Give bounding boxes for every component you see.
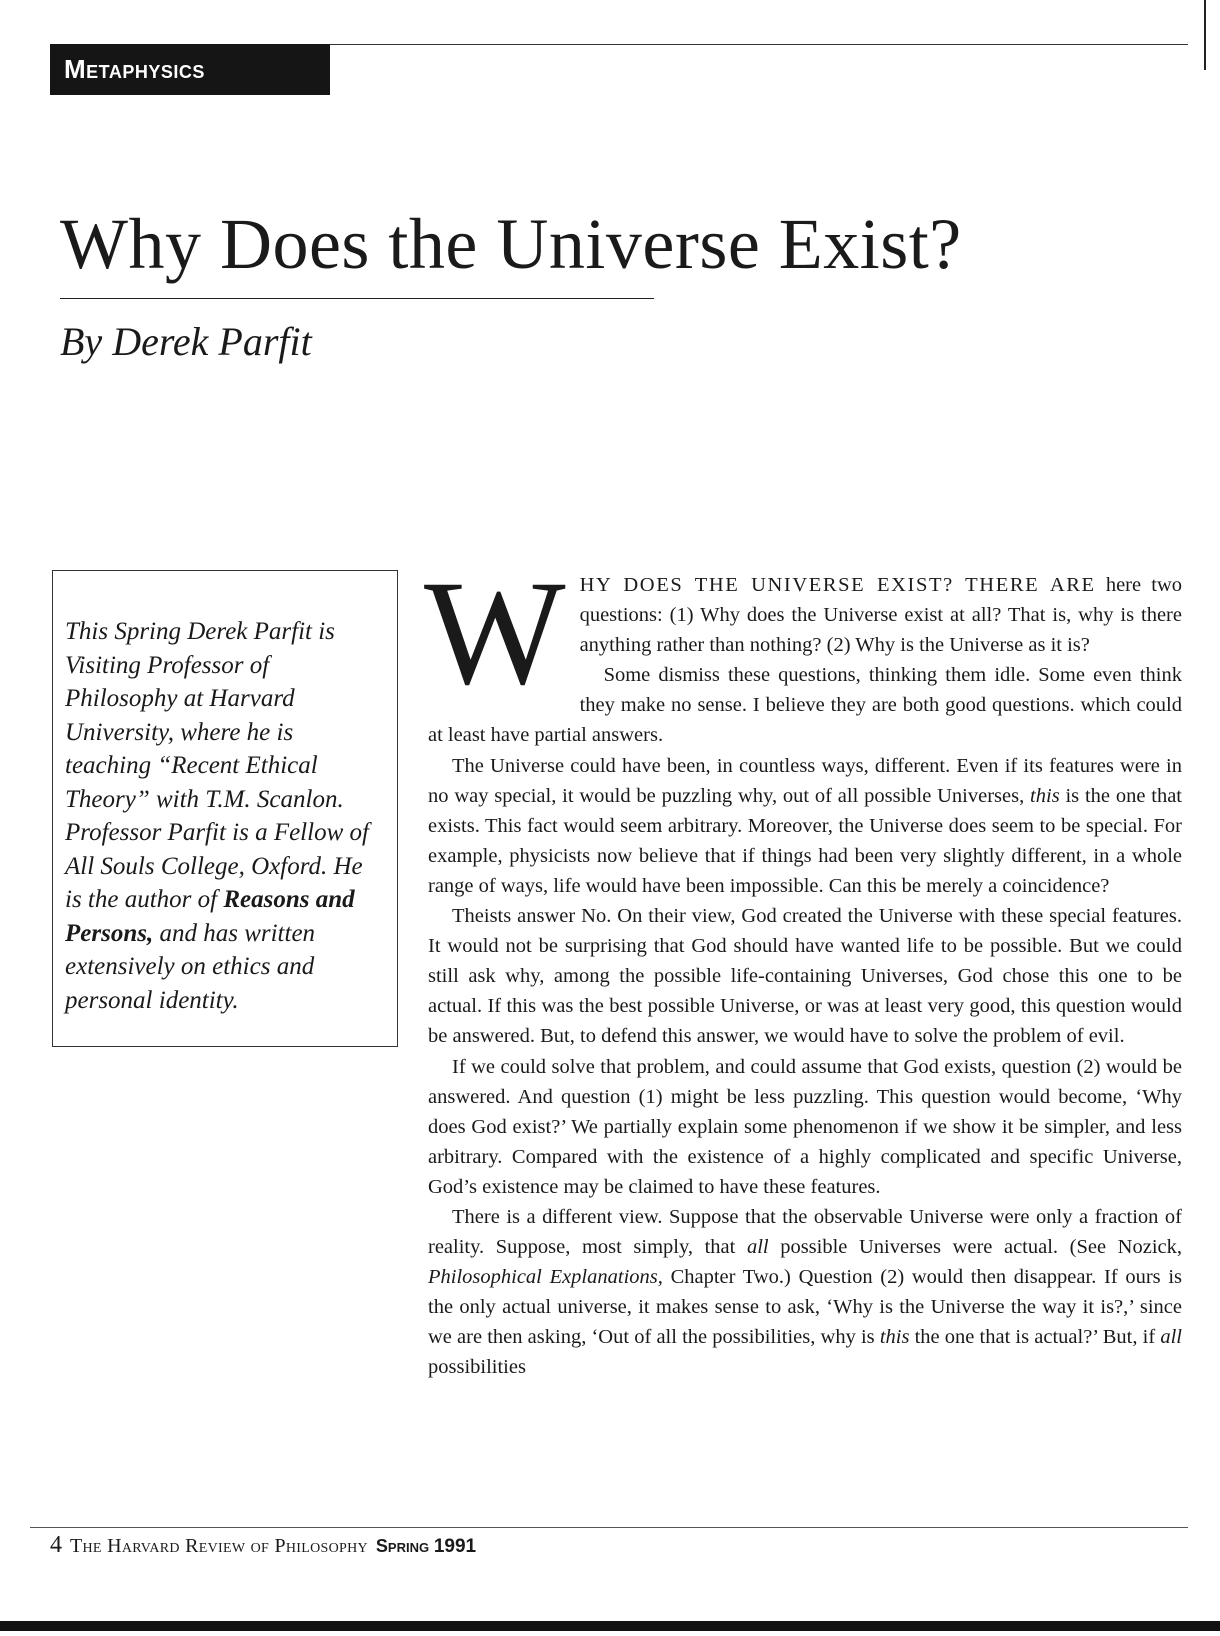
bottom-bar xyxy=(0,1621,1220,1631)
paragraph-1-text: here two questions: (1) Why does the Universe exist at all? That is, why is there anything rather than nothing? (2) Why is the Universe as it is? xyxy=(579,574,1182,657)
emphasis: all xyxy=(1160,1326,1182,1349)
emphasis: this xyxy=(1030,784,1060,807)
paragraph-4: Theists answer No. On their view, God created the Universe with these special features. It would not be surprising that God should have wanted life to be possible. But we could still ask why, among the possible life-containing Universes, God chose this one to be actual. If this was the best possible Universe, or was at least very good, this question would be answered. But, to defend this answer, we would have to solve the problem of evil. xyxy=(428,905,1182,1048)
title-underline xyxy=(60,298,654,299)
journal-name: The Harvard Review of Philosophy xyxy=(70,1535,368,1557)
issue-season: Spring xyxy=(375,1536,430,1556)
paragraph-6 xyxy=(428,1202,1182,1383)
drop-cap: W xyxy=(424,550,566,716)
section-label: Metaphysics xyxy=(50,44,330,95)
paragraph-2: Some dismiss these questions, thinking them idle. Some even think they make no sense. I believe they are both good questions. which could at least have partial answers. xyxy=(428,664,1182,747)
paragraph-6-text: the one that is actual?’ But, if xyxy=(909,1326,1161,1349)
bio-text: This Spring Derek Parfit is Visiting Professor of Philosophy at Harvard University, where he is teaching “Recent Ethical Theory” with T.M. Scanlon. Professor Parfit is a Fellow of All Souls College, Oxford. He is the author of xyxy=(65,618,369,913)
page-number: 4 xyxy=(50,1532,62,1558)
bio-text-end: and has written extensively on ethics and personal identity. xyxy=(65,919,316,1014)
footer-rule xyxy=(30,1527,1188,1528)
paragraph-6-text: possible Universes were actual. (See Nozick, xyxy=(768,1236,1182,1259)
author-bio-box xyxy=(52,570,398,1047)
lead-in: HY DOES THE UNIVERSE EXIST? THERE ARE xyxy=(579,574,1096,596)
paragraph-6-text: Chapter Two.) Question (2) would then disappear. If ours is the only actual universe, it makes sense to ask, ‘Why is the Universe the way it is?,’ since we are then asking, ‘Out of all the possibilities, why is xyxy=(428,1266,1182,1349)
issue-year: 1991 xyxy=(433,1536,477,1557)
bio-book-title: Reasons and Persons, xyxy=(65,886,355,947)
page-footer xyxy=(50,1533,476,1559)
paragraph-5: If we could solve that problem, and could assume that God exists, question (2) would be answered. And question (1) might be less puzzling. This question would become, ‘Why does God exist?’ We partially explain some phenomenon if we show it be simpler, and less arbitrary. Compared with the existence of a highly complicated and specific Universe, God’s existence may be claimed to have these features. xyxy=(428,1055,1182,1198)
header-rule xyxy=(330,44,1188,45)
article-title: Why Does the Universe Exist? xyxy=(60,204,962,284)
page-edge-mark xyxy=(1204,0,1206,70)
emphasis: all xyxy=(746,1236,769,1259)
paragraph-6-text: There is a different view. Suppose that the observable Universe were only a fraction of reality. Suppose, most simply, that xyxy=(428,1205,1182,1259)
cited-book-title: Philosophical Explanations, xyxy=(428,1266,663,1289)
article-body xyxy=(424,550,1182,1383)
paragraph-3-text-end: is the one that exists. This fact would seem arbitrary. Moreover, the Universe does seem to be special. For example, physicists now believe that if things had been very slightly different, in a whole range of ways, life would have been impossible. Can this be merely a coincidence? xyxy=(428,784,1182,897)
paragraph-3-text: The Universe could have been, in countless ways, different. Even if its features were in no way special, it would be puzzling why, out of all possible Universes, xyxy=(428,754,1182,807)
article-byline: By Derek Parfit xyxy=(60,319,312,364)
emphasis: this xyxy=(879,1326,910,1349)
paragraph-3 xyxy=(428,751,1182,901)
paragraph-6-text-end: possibilities xyxy=(428,1356,526,1379)
